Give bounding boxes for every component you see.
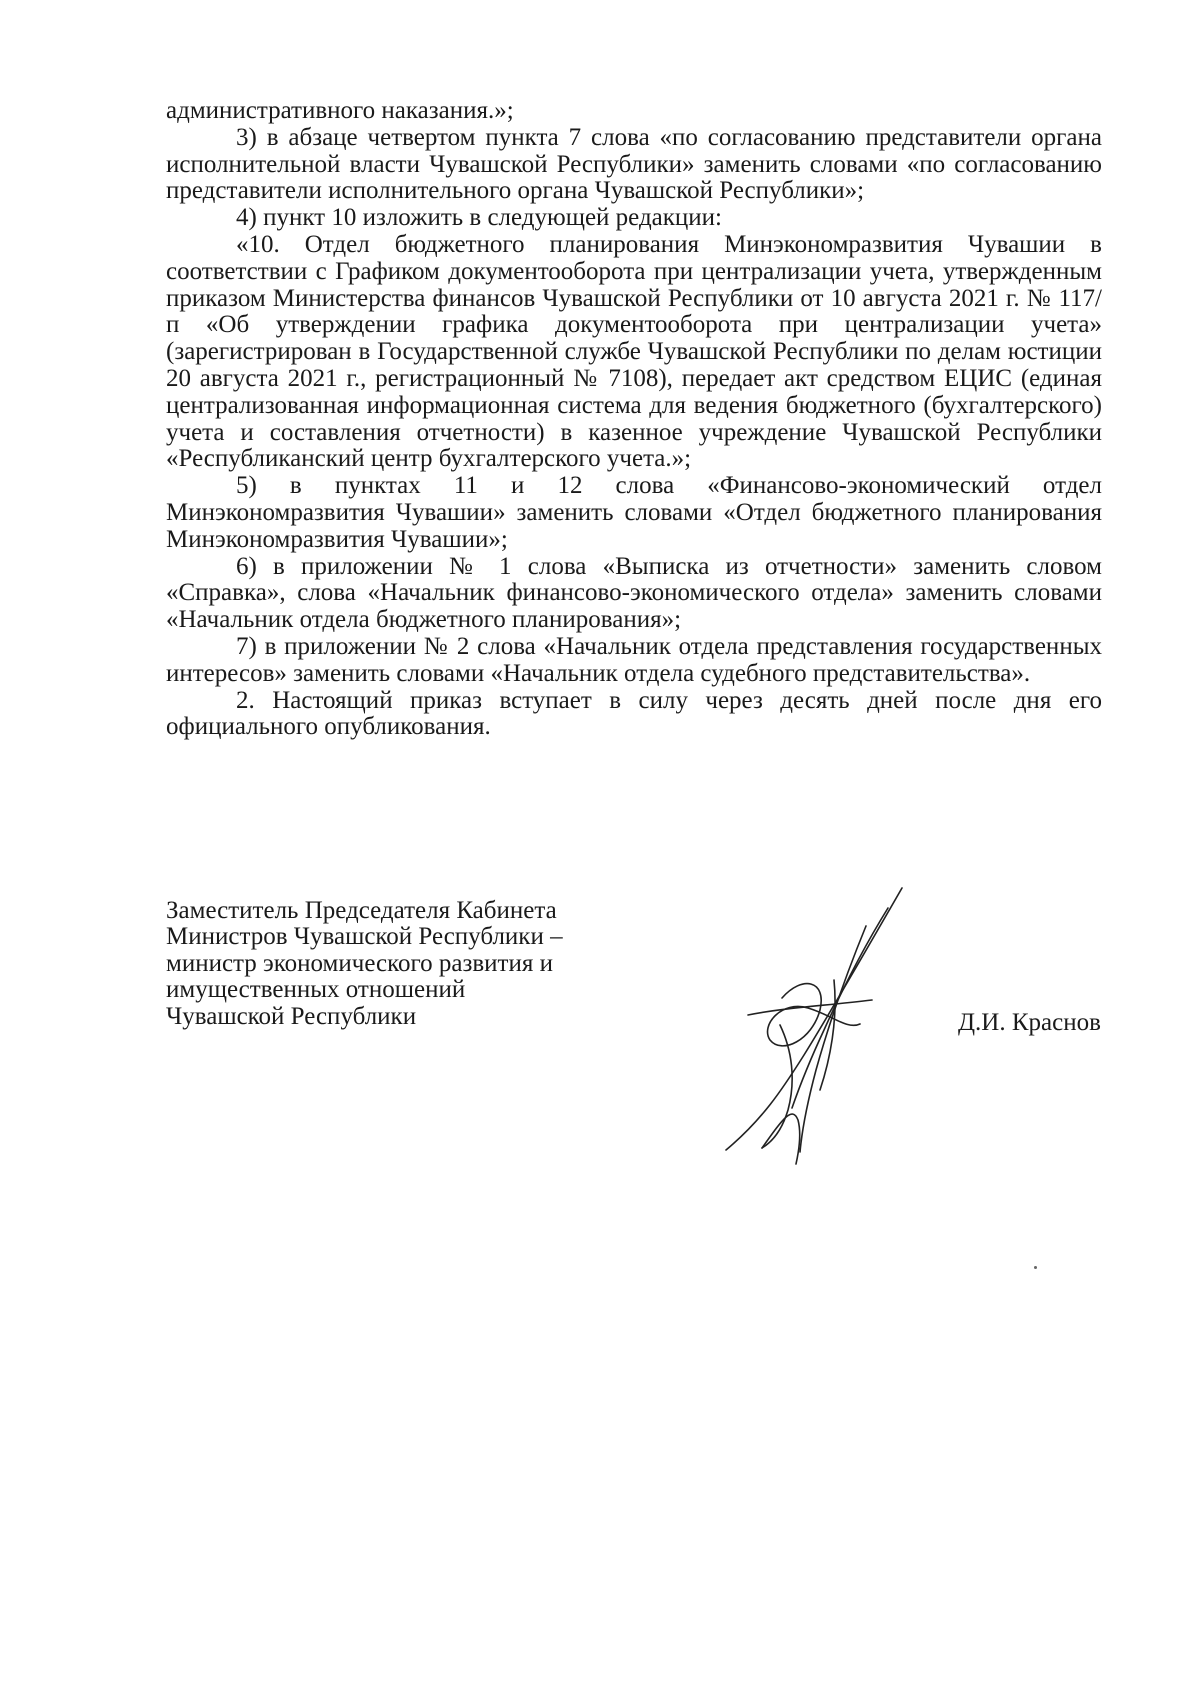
- signature-stroke: [762, 1025, 792, 1148]
- paragraph-item-7: 7) в приложении № 2 слова «Начальник отдела представления государственных интересов» заменить словами «Начальник отдела судебного представительства».: [166, 632, 1102, 687]
- paragraph-item-10-text: «10. Отдел бюджетного планирования Минэкономразвития Чувашии в соответствии с Графиком документооборота при централизации учета, утвержденным приказом Министерства финансов Чувашской Республики от 10 августа 2021 г. № 117/п «Об утверждении графика документооборота при централизации учета» (зарегистрирован в Государственной службе Чувашской Республики по делам юстиции 20 августа 2021 г., регистрационный № 7108), передает акт средством ЕЦИС (единая централизованная информационная система для ведения бюджетного (бухгалтерского) учета и составления отчетности) в казенное учреждение Чувашской Республики «Республиканский центр бухгалтерского учета.»;: [166, 230, 1102, 473]
- signature-stroke: [768, 984, 860, 1046]
- signatory-title-line: Министров Чувашской Республики –: [166, 923, 563, 951]
- signature-stroke: [762, 1114, 800, 1164]
- signatory-title-line: Чувашской Республики: [166, 1002, 417, 1030]
- paragraph-effective-date: 2. Настоящий приказ вступает в силу через десять дней после дня его официального опубликования.: [166, 686, 1102, 741]
- signatory-title: [166, 898, 636, 1030]
- signatory-title-line: Заместитель Председателя Кабинета: [166, 897, 557, 924]
- paragraph-item-6: 6) в приложении № 1 слова «Выписка из отчетности» заменить словом «Справка», слова «Начальник финансово-экономического отдела» заменить словами «Начальник отдела бюджетного планирования»;: [166, 552, 1102, 634]
- signatory-title-line: имущественных отношений: [166, 976, 466, 1004]
- paragraph-item-5: 5) в пунктах 11 и 12 слова «Финансово-экономический отдел Минэкономразвития Чувашии» заменить словами «Отдел бюджетного планирования Минэкономразвития Чувашии»;: [166, 472, 1102, 553]
- signatory-title-line: министр экономического развития и: [166, 949, 553, 977]
- handwritten-signature: [712, 880, 932, 1170]
- signature-stroke: [748, 1000, 872, 1015]
- paragraph-item-3: 3) в абзаце четвертом пункта 7 слова «по согласованию представители органа исполнительной власти Чувашской Республики» заменить словами «по согласованию представители исполнительного органа Чувашской Республики»;: [166, 123, 1102, 205]
- document-body: [166, 98, 1102, 741]
- paragraph-item-4: 4) пункт 10 изложить в следующей редакции:: [236, 204, 722, 232]
- paragraph-continuation: административного наказания.»;: [166, 97, 514, 124]
- signatory-name: Д.И. Краснов: [958, 1009, 1101, 1036]
- scan-speck: [1034, 1266, 1037, 1269]
